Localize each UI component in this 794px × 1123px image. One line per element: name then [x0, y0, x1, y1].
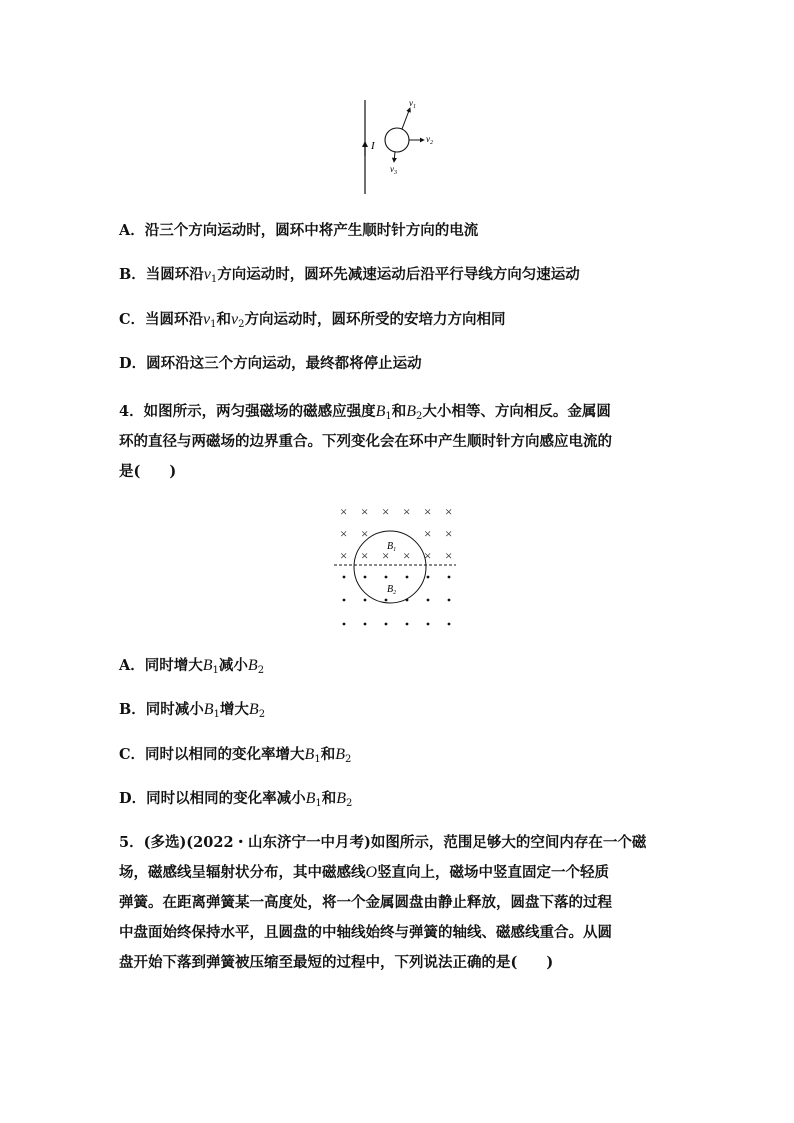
q3-option-d: D．圆环沿这三个方向运动，最终都将停止运动	[119, 355, 422, 372]
q5-stem-line: 弹簧。在距离弹簧某一高度处，将一个金属圆盘由静止释放，圆盘下落的过程	[119, 894, 612, 911]
field-into-page-marks	[340, 505, 452, 563]
q3-option-b: B．当圆环沿$v_1$方向运动时，圆环先减速运动后沿平行导线方向匀速运动	[119, 266, 580, 285]
dot-mark	[343, 623, 346, 626]
cross-mark: ×	[382, 548, 390, 563]
cross-mark: ×	[445, 505, 453, 519]
q5-stem	[119, 828, 679, 978]
v1-label: $v_1$	[409, 98, 416, 110]
dot-mark	[343, 599, 346, 602]
cross-mark: ×	[403, 505, 411, 519]
q4-option-b: B．同时减小$B_1$增大$B_2$	[119, 701, 266, 720]
dot-mark	[427, 576, 430, 579]
cross-mark: ×	[361, 505, 369, 519]
q4-option-d: D．同时以相同的变化率减小$B_1$和$B_2$	[119, 790, 353, 809]
cross-mark: ×	[361, 548, 369, 563]
q5-stem-line: 5．(多选)(2022・山东济宁一中月考)如图所示，范围足够大的空间内存在一个磁	[119, 834, 647, 851]
q5-stem-line: 盘开始下落到弹簧被压缩至最短的过程中，下列说法正确的是( )	[119, 954, 554, 971]
dot-mark	[406, 576, 409, 579]
dot-mark	[448, 576, 451, 579]
field-out-of-page-marks	[343, 576, 451, 626]
q4-stem	[119, 397, 679, 487]
q5-stem-line: 中盘面始终保持水平，且圆盘的中轴线始终与弹簧的轴线、磁感线重合。从圆	[119, 924, 612, 941]
dot-mark	[343, 576, 346, 579]
wire-ring-figure	[355, 96, 445, 196]
q4-option-c: C．同时以相同的变化率增大$B_1$和$B_2$	[119, 746, 352, 765]
b2-label: $B_2$	[387, 584, 397, 596]
v2-label: $v_2$	[426, 134, 433, 146]
magnetic-field-figure	[330, 505, 460, 631]
dot-mark	[406, 623, 409, 626]
cross-mark: ×	[340, 548, 348, 563]
v1-arrow	[402, 108, 410, 129]
q4-stem-line: 是( )	[119, 463, 177, 480]
dot-mark	[364, 599, 367, 602]
dot-mark	[385, 599, 388, 602]
dot-mark	[385, 623, 388, 626]
dot-mark	[448, 599, 451, 602]
q3-option-a: A．沿三个方向运动时，圆环中将产生顺时针方向的电流	[119, 222, 479, 239]
cross-mark: ×	[340, 526, 348, 541]
cross-mark: ×	[340, 505, 348, 519]
dot-mark	[385, 576, 388, 579]
cross-mark: ×	[424, 505, 432, 519]
v3-arrow	[394, 152, 395, 162]
q3-option-c: C．当圆环沿$v_1$和$v_2$方向运动时，圆环所受的安培力方向相同	[119, 311, 506, 330]
cross-mark: ×	[445, 548, 453, 563]
cross-mark: ×	[403, 548, 411, 563]
q4-stem-line: 4．如图所示，两匀强磁场的磁感应强度$B_1$和$B_2$大小相等、方向相反。金属圆	[119, 403, 611, 422]
v3-label: $v_3$	[390, 164, 397, 176]
cross-mark: ×	[424, 548, 432, 563]
cross-mark: ×	[424, 526, 432, 541]
dot-mark	[427, 599, 430, 602]
q4-stem-line: 环的直径与两磁场的边界重合。下列变化会在环中产生顺时针方向感应电流的	[119, 433, 612, 450]
b1-label: $B_1$	[387, 541, 397, 553]
current-label: I	[371, 140, 375, 152]
q4-option-a: A．同时增大$B_1$减小$B_2$	[119, 657, 265, 676]
q5-stem-line: 场，磁感线呈辐射状分布，其中磁感线O竖直向上，磁场中竖直固定一个轻质	[119, 864, 610, 881]
dot-mark	[364, 623, 367, 626]
dot-mark	[448, 623, 451, 626]
cross-mark: ×	[445, 526, 453, 541]
cross-mark: ×	[361, 526, 369, 541]
dot-mark	[364, 576, 367, 579]
cross-mark: ×	[382, 505, 390, 519]
metal-ring	[385, 128, 409, 152]
dot-mark	[427, 623, 430, 626]
